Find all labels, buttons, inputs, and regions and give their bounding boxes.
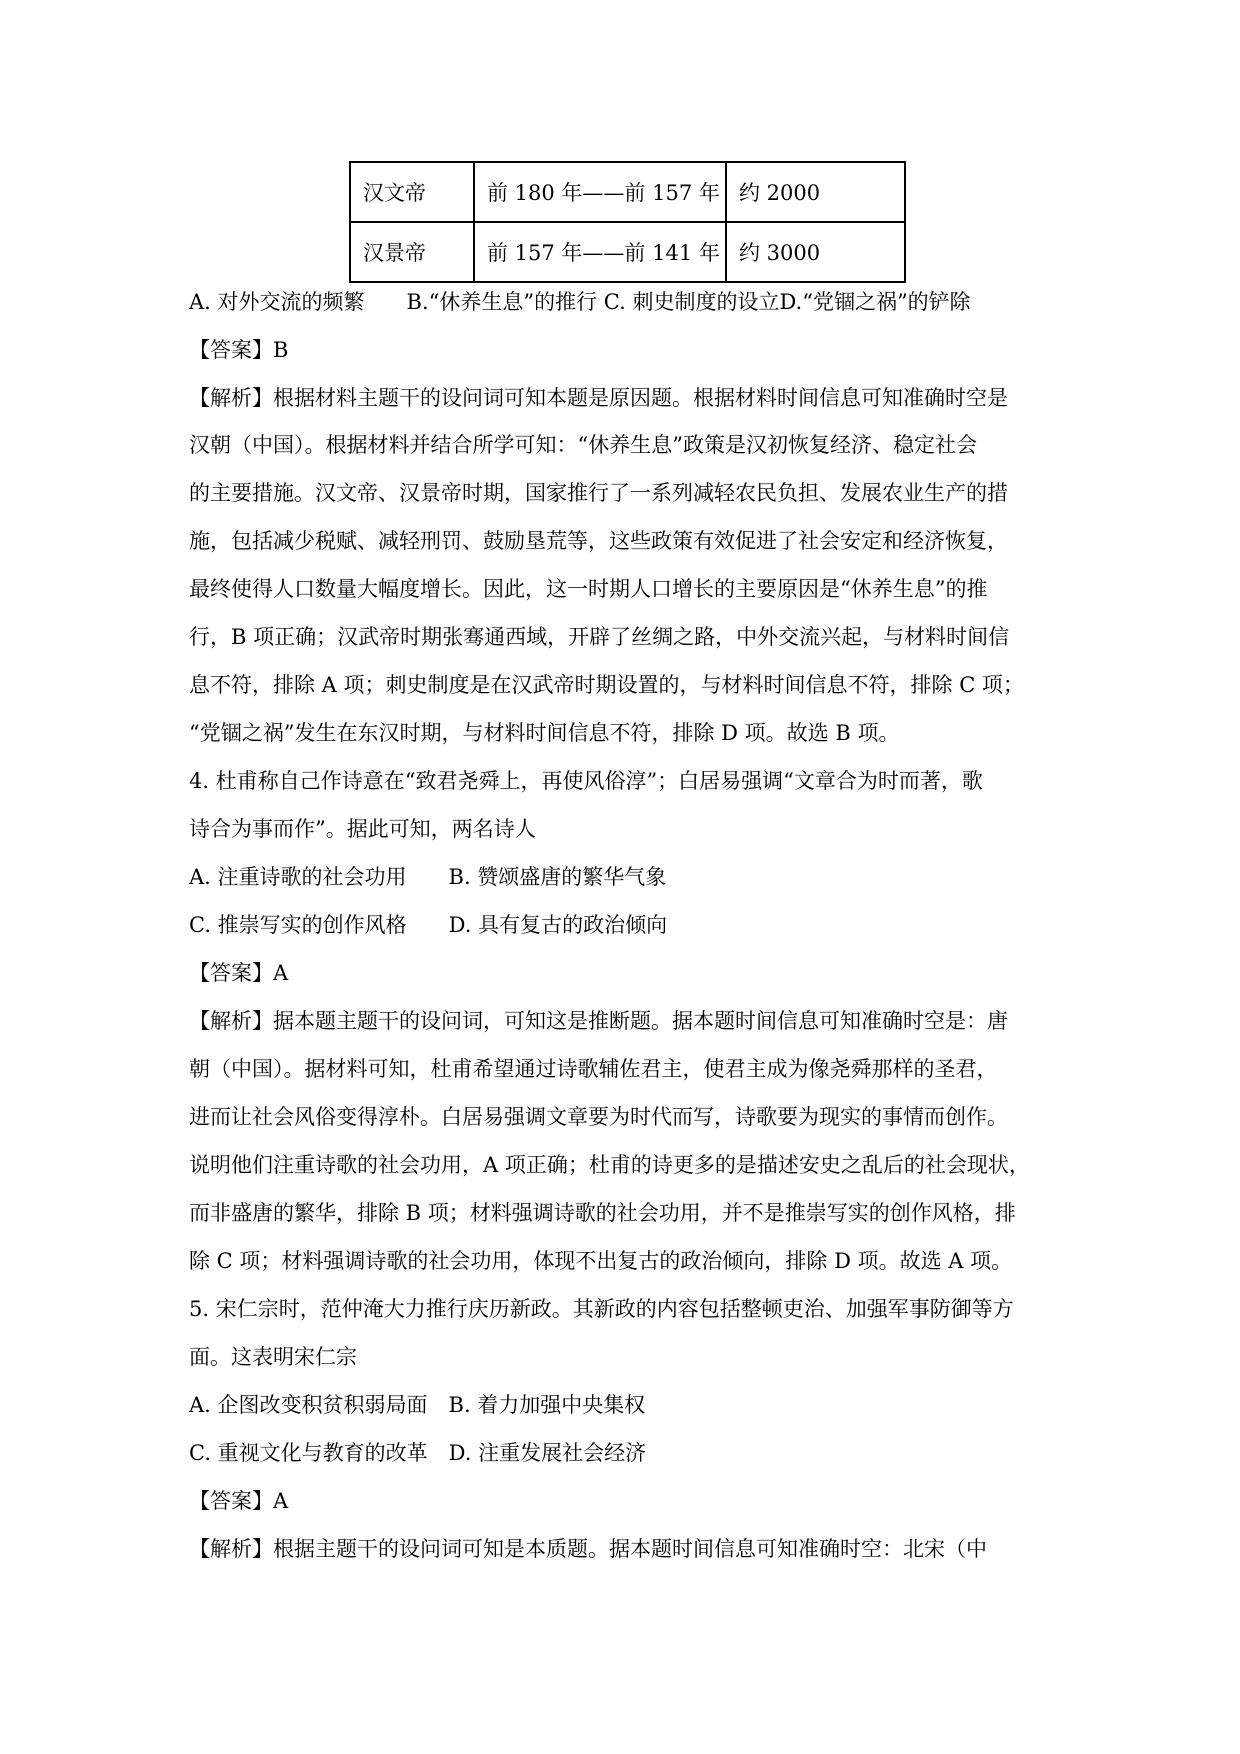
q3-analysis-line: 的主要措施。汉文帝、汉景帝时期，国家推行了一系列减轻农民负担、发展农业生产的措 [189,481,1008,505]
q4-stem-line: 4. 杜甫称自己作诗意在“致君尧舜上，再使风俗淳”；白居易强调“文章合为时而著，歌 [189,769,983,793]
table-cell: 前 157 年——前 141 年 [474,222,726,282]
q3-analysis-line: 行，B 项正确；汉武帝时期张骞通西域，开辟了丝绸之路，中外交流兴起，与材料时间信 [189,625,1010,649]
q4-analysis-line: 【解析】据本题主题干的设问词，可知这是推断题。据本题时间信息可知准确时空是：唐 [189,1009,1008,1033]
q4-options-line: C. 推崇写实的创作风格 D. 具有复古的政治倾向 [189,913,668,937]
table-row [350,222,905,282]
q3-analysis-line: “党锢之祸”发生在东汉时期，与材料时间信息不符，排除 D 项。故选 B 项。 [189,721,900,745]
table-cell: 约 2000 [726,162,905,222]
table-cell: 约 3000 [726,222,905,282]
q5-options-line: A. 企图改变积贫积弱局面 B. 着力加强中央集权 [189,1393,646,1417]
q3-analysis-line: 汉朝（中国）。根据材料并结合所学可知：“休养生息”政策是汉初恢复经济、稳定社会 [189,433,977,457]
q4-analysis-line: 说明他们注重诗歌的社会功用，A 项正确；杜甫的诗更多的是描述安史之乱后的社会现状， [189,1153,1030,1177]
q3-answer: 【答案】B [189,338,289,362]
q5-answer: 【答案】A [189,1489,289,1513]
q3-analysis-line: 最终使得人口数量大幅度增长。因此，这一时期人口增长的主要原因是“休养生息”的推 [189,577,988,601]
q5-options-line: C. 重视文化与教育的改革 D. 注重发展社会经济 [189,1441,647,1465]
table-cell: 前 180 年——前 157 年 [474,162,726,222]
q4-answer: 【答案】A [189,961,289,985]
q3-analysis-line: 施，包括减少税赋、减轻刑罚、鼓励垦荒等，这些政策有效促进了社会安定和经济恢复， [189,529,1008,553]
table-cell: 汉景帝 [350,222,474,282]
q3-options-line: A. 对外交流的频繁 B.“休养生息”的推行 C. 刺史制度的设立D.“党锢之祸”的铲除 [189,290,971,314]
q4-stem-line: 诗合为事而作”。据此可知，两名诗人 [189,817,536,841]
q3-analysis-line: 息不符，排除 A 项；刺史制度是在汉武帝时期设置的，与材料时间信息不符，排除 C 项； [189,673,1024,697]
q4-analysis-line: 而非盛唐的繁华，排除 B 项；材料强调诗歌的社会功用，并不是推崇写实的创作风格，排 [189,1201,1016,1225]
table-row [350,162,905,222]
emperor-population-table [349,161,906,283]
q4-analysis-line: 除 C 项；材料强调诗歌的社会功用，体现不出复古的政治倾向，排除 D 项。故选 A 项。 [189,1249,1013,1273]
q4-analysis-line: 朝（中国）。据材料可知，杜甫希望通过诗歌辅佐君主，使君主成为像尧舜那样的圣君， [189,1057,998,1081]
q5-analysis-line: 【解析】根据主题干的设问词可知是本质题。据本题时间信息可知准确时空：北宋（中 [189,1537,987,1561]
q5-stem-line: 面。这表明宋仁宗 [189,1345,357,1369]
q4-options-line: A. 注重诗歌的社会功用 B. 赞颂盛唐的繁华气象 [189,865,667,889]
q5-stem-line: 5. 宋仁宗时，范仲淹大力推行庆历新政。其新政的内容包括整顿吏治、加强军事防御等方 [189,1297,1014,1321]
q3-analysis-line: 【解析】根据材料主题干的设问词可知本题是原因题。根据材料时间信息可知准确时空是 [189,386,1008,410]
table-cell: 汉文帝 [350,162,474,222]
q4-analysis-line: 进而让社会风俗变得淳朴。白居易强调文章要为时代而写，诗歌要为现实的事情而创作。 [189,1105,1008,1129]
